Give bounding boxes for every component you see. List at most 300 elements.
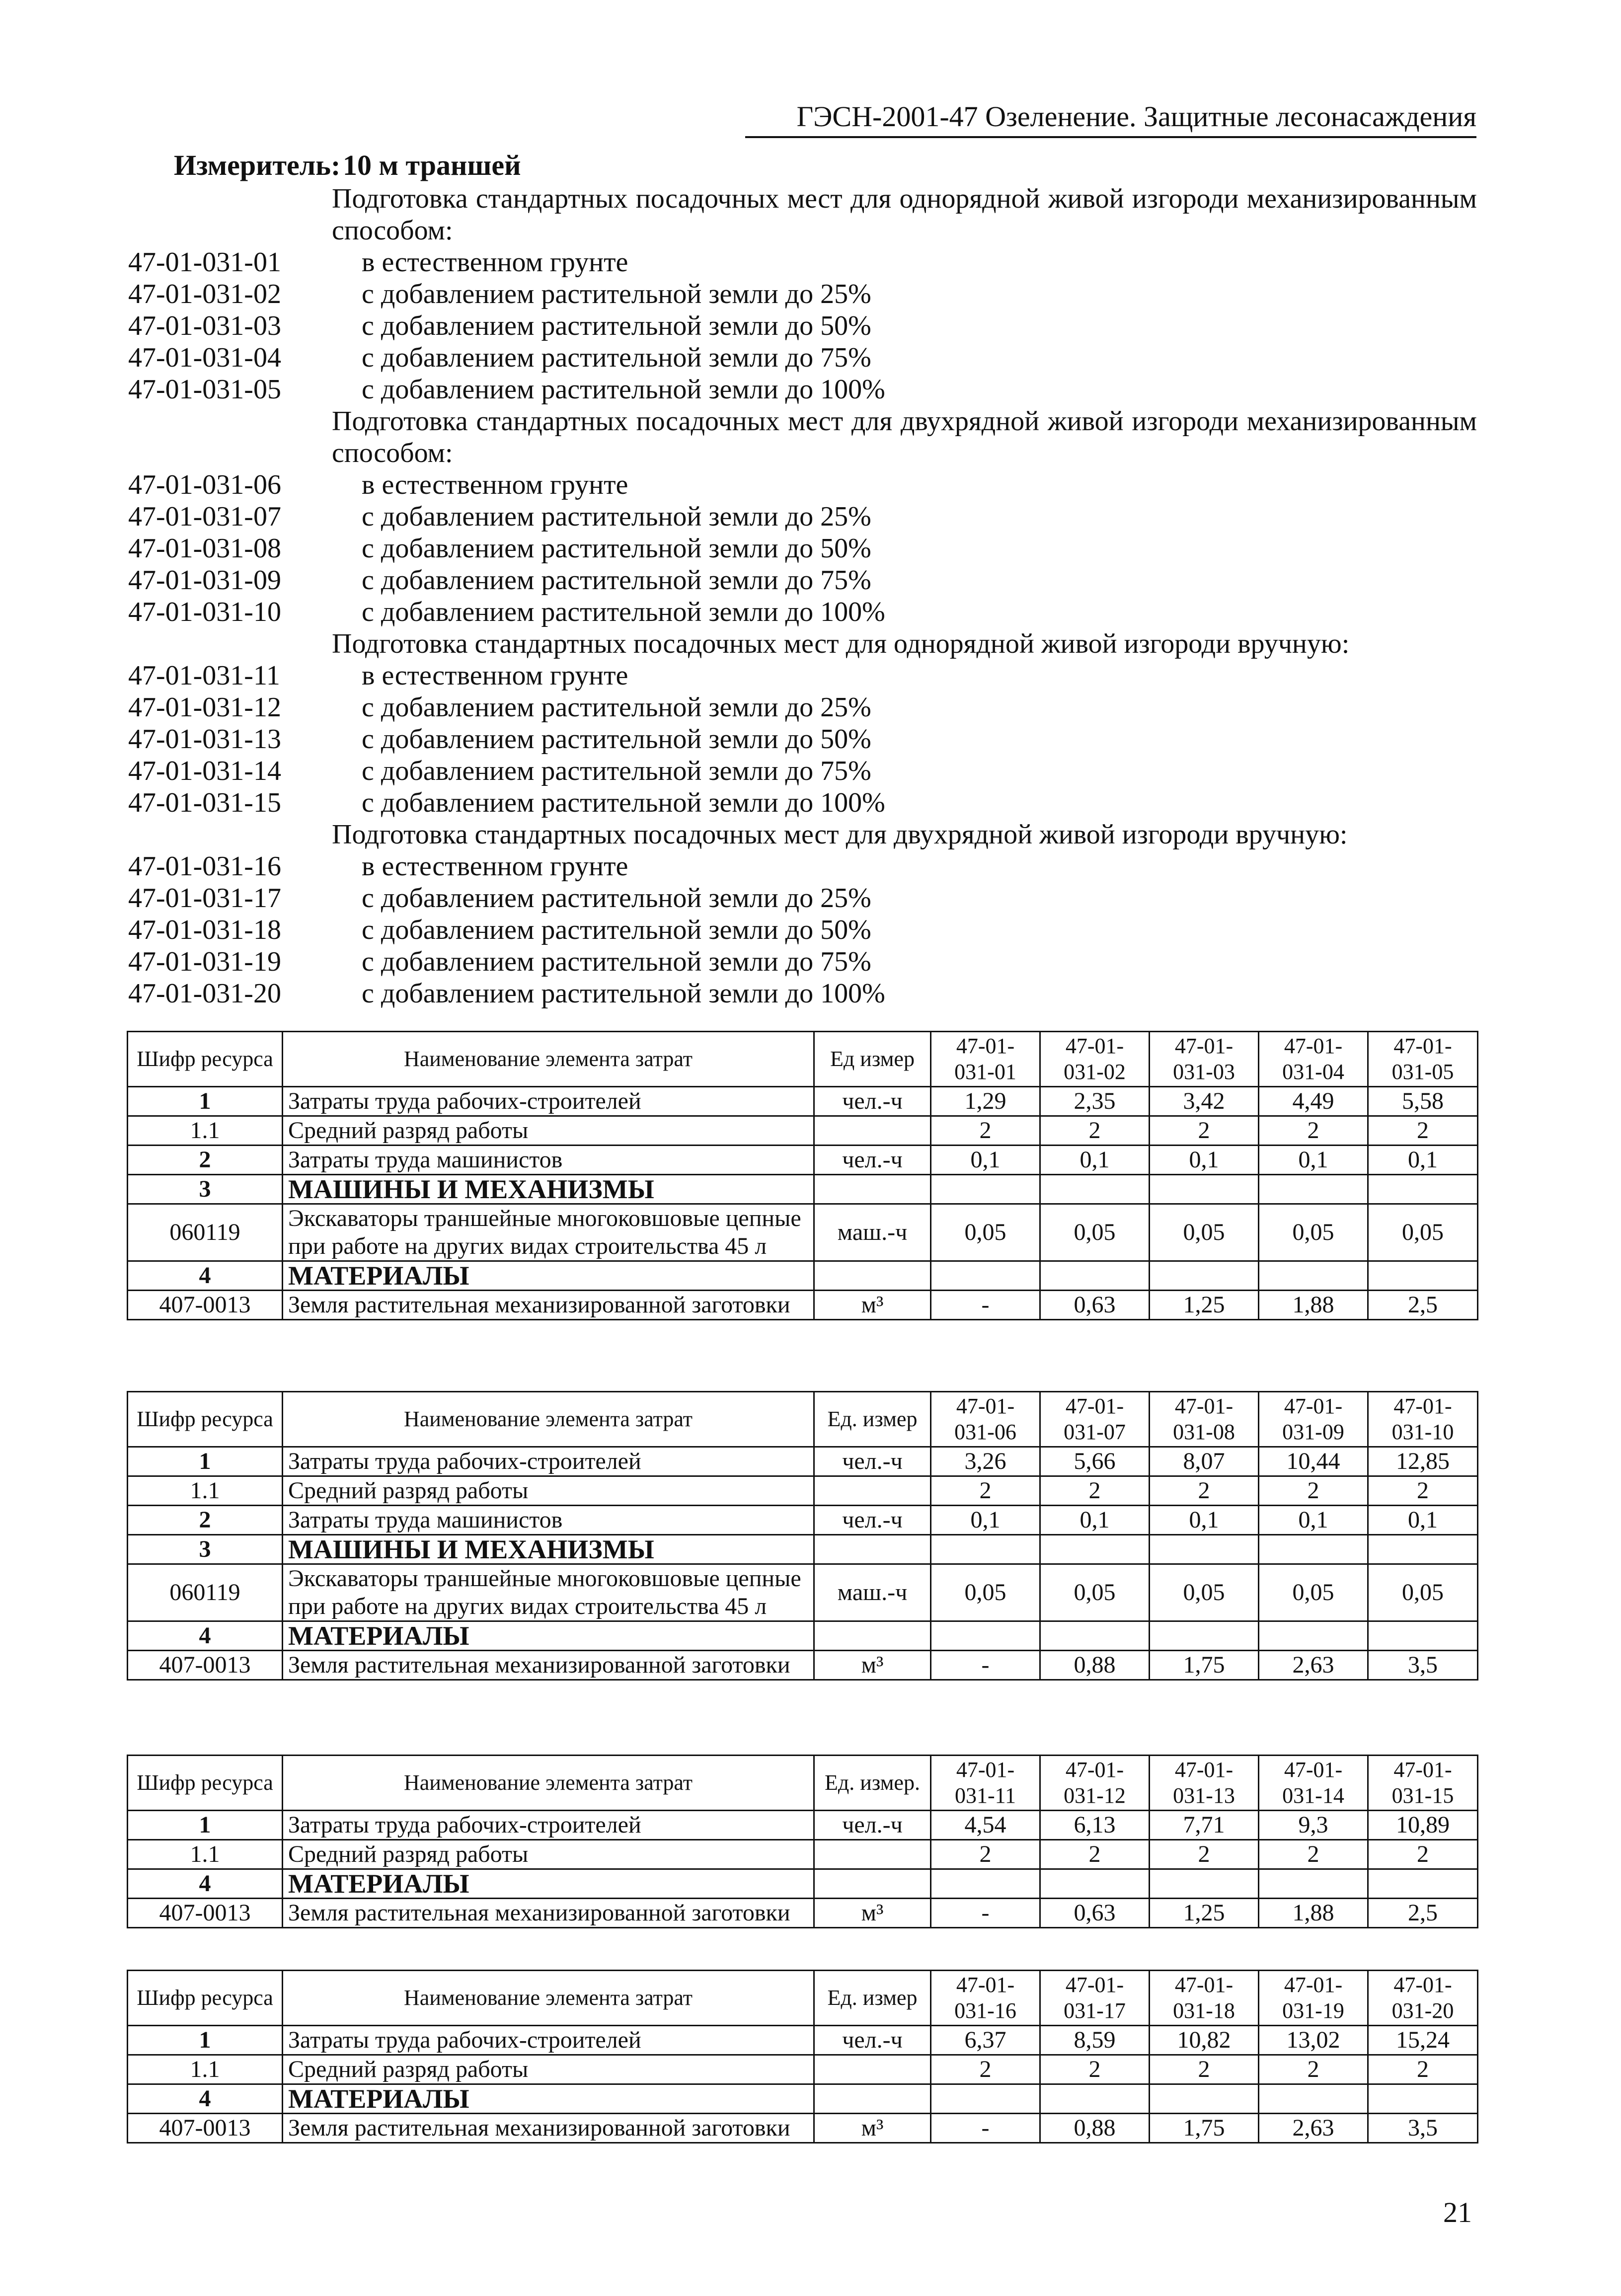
resource-code: 1.1 xyxy=(128,1476,283,1506)
work-code-row xyxy=(128,278,1477,310)
work-code: 47-01-031-18 xyxy=(128,915,281,945)
unit-cell: м³ xyxy=(814,2114,931,2143)
work-code: 47-01-031-03 xyxy=(128,310,281,341)
norm-value: 2 xyxy=(1150,1840,1259,1869)
work-description: с добавлением растительной земли до 100% xyxy=(362,787,885,818)
unit-cell: чел.-ч xyxy=(814,1146,931,1175)
norm-value: 2 xyxy=(1150,1116,1259,1146)
norm-value: 0,1 xyxy=(1150,1506,1259,1535)
group-heading: Подготовка стандартных посадочных мест для однорядной живой изгороди механизированным способом: xyxy=(332,183,1477,246)
work-code: 47-01-031-12 xyxy=(128,692,281,723)
work-code-row xyxy=(128,850,1477,882)
resource-code: 1.1 xyxy=(128,2055,283,2084)
empty-cell xyxy=(931,2084,1040,2114)
norm-value: 3,5 xyxy=(1368,1651,1478,1680)
column-header-norm xyxy=(1040,1756,1150,1811)
norm-code-part: 031-09 xyxy=(1282,1420,1344,1444)
cost-element-name: Затраты труда рабочих-строителей xyxy=(283,2026,814,2055)
norm-value: 2 xyxy=(931,1116,1040,1146)
norm-code-part: 47-01- xyxy=(1065,1394,1124,1418)
column-header-norm xyxy=(1150,1392,1259,1447)
column-header-unit: Ед. измер. xyxy=(814,1756,931,1811)
work-code: 47-01-031-01 xyxy=(128,247,281,278)
cost-element-name: Экскаваторы траншейные многоковшовые цепные при работе на других видах строительства 45 л xyxy=(283,1204,814,1261)
cost-element-name: Земля растительная механизированной заготовки xyxy=(283,1899,814,1928)
norm-code-part: 47-01- xyxy=(1284,1758,1343,1782)
norm-value: 6,13 xyxy=(1040,1811,1150,1840)
section-title: МАТЕРИАЛЫ xyxy=(283,1261,814,1291)
resource-table xyxy=(127,1755,1478,1928)
empty-cell xyxy=(814,1175,931,1204)
work-code: 47-01-031-14 xyxy=(128,756,281,786)
unit-cell: чел.-ч xyxy=(814,1506,931,1535)
norm-code-part: 47-01- xyxy=(1393,1394,1452,1418)
resource-code: 407-0013 xyxy=(128,1291,283,1320)
table-row xyxy=(128,1476,1478,1506)
section-row xyxy=(128,1869,1478,1899)
empty-cell xyxy=(1368,1535,1478,1564)
resource-code: 3 xyxy=(128,1535,283,1564)
column-header-unit: Ед измер xyxy=(814,1032,931,1087)
norm-value: 2 xyxy=(1040,2055,1150,2084)
work-code: 47-01-031-09 xyxy=(128,565,281,596)
empty-cell xyxy=(1368,2084,1478,2114)
work-description: в естественном грунте xyxy=(362,247,628,278)
cost-element-name: Средний разряд работы xyxy=(283,2055,814,2084)
column-header-code: Шифр ресурса xyxy=(128,1032,283,1087)
cost-element-name: Средний разряд работы xyxy=(283,1840,814,1869)
empty-cell xyxy=(1040,1261,1150,1291)
work-description: с добавлением растительной земли до 75% xyxy=(362,565,871,596)
work-code-row xyxy=(128,660,1477,691)
column-header-code: Шифр ресурса xyxy=(128,1971,283,2026)
norm-code-part: 031-08 xyxy=(1173,1420,1235,1444)
norm-value: 2 xyxy=(931,1476,1040,1506)
work-description: с добавлением растительной земли до 100% xyxy=(362,374,885,405)
norm-value: 0,1 xyxy=(1040,1506,1150,1535)
empty-cell xyxy=(1150,1175,1259,1204)
work-description: с добавлением растительной земли до 75% xyxy=(362,756,871,786)
section-row xyxy=(128,1261,1478,1291)
work-code: 47-01-031-07 xyxy=(128,501,281,532)
column-header-name: Наименование элемента затрат xyxy=(283,1971,814,2026)
empty-cell xyxy=(1259,1261,1368,1291)
norm-value: 0,1 xyxy=(1150,1146,1259,1175)
group-heading: Подготовка стандартных посадочных мест для двухрядной живой изгороди механизированным способом: xyxy=(332,406,1477,468)
section-title: МАШИНЫ И МЕХАНИЗМЫ xyxy=(283,1535,814,1564)
norm-code-part: 47-01- xyxy=(1065,1758,1124,1782)
norm-value: 3,26 xyxy=(931,1447,1040,1476)
cost-element-name: Средний разряд работы xyxy=(283,1476,814,1506)
norm-code-part: 031-18 xyxy=(1173,1998,1235,2023)
work-description: с добавлением растительной земли до 25% xyxy=(362,279,871,309)
norm-value: 8,59 xyxy=(1040,2026,1150,2055)
norm-value: 9,3 xyxy=(1259,1811,1368,1840)
empty-cell xyxy=(814,1261,931,1291)
norm-code-part: 031-03 xyxy=(1173,1060,1235,1084)
column-header-norm xyxy=(1368,1756,1478,1811)
work-description: с добавлением растительной земли до 50% xyxy=(362,310,871,341)
work-code-row xyxy=(128,755,1477,787)
norm-value: 0,05 xyxy=(1150,1204,1259,1261)
norm-value: 2 xyxy=(1040,1840,1150,1869)
table-row xyxy=(128,2026,1478,2055)
empty-cell xyxy=(1150,2084,1259,2114)
empty-cell xyxy=(931,1621,1040,1651)
cost-element-name: Земля растительная механизированной заготовки xyxy=(283,2114,814,2143)
empty-cell xyxy=(814,1869,931,1899)
work-code: 47-01-031-19 xyxy=(128,946,281,977)
norm-value: 2 xyxy=(1368,2055,1478,2084)
table-row xyxy=(128,1564,1478,1621)
norm-code-part: 47-01- xyxy=(1065,1034,1124,1058)
norm-value: 2 xyxy=(1259,1116,1368,1146)
work-code: 47-01-031-08 xyxy=(128,533,281,564)
column-header-norm xyxy=(1368,1032,1478,1087)
resource-code: 1.1 xyxy=(128,1116,283,1146)
column-header-name: Наименование элемента затрат xyxy=(283,1756,814,1811)
work-description: с добавлением растительной земли до 50% xyxy=(362,915,871,945)
section-row xyxy=(128,2084,1478,2114)
norm-code-part: 031-07 xyxy=(1064,1420,1126,1444)
norm-value: 15,24 xyxy=(1368,2026,1478,2055)
norm-value: - xyxy=(931,1291,1040,1320)
norm-value: 0,05 xyxy=(1040,1204,1150,1261)
empty-cell xyxy=(1040,1535,1150,1564)
norm-value: 0,63 xyxy=(1040,1899,1150,1928)
norm-code-part: 031-01 xyxy=(954,1060,1016,1084)
empty-cell xyxy=(814,1535,931,1564)
unit-cell: чел.-ч xyxy=(814,1811,931,1840)
norm-value: 2,63 xyxy=(1259,2114,1368,2143)
resource-code: 4 xyxy=(128,1261,283,1291)
norm-value: 0,05 xyxy=(1259,1204,1368,1261)
norm-code-part: 47-01- xyxy=(956,1758,1015,1782)
norm-code-part: 031-11 xyxy=(954,1783,1016,1808)
norm-code-part: 031-12 xyxy=(1064,1783,1126,1808)
norm-value: 0,05 xyxy=(931,1564,1040,1621)
resource-code: 407-0013 xyxy=(128,1899,283,1928)
cost-element-name: Земля растительная механизированной заготовки xyxy=(283,1651,814,1680)
column-header-norm xyxy=(931,1756,1040,1811)
norm-code-part: 47-01- xyxy=(1174,1758,1234,1782)
section-row xyxy=(128,1535,1478,1564)
norm-value: - xyxy=(931,1899,1040,1928)
norm-value: 0,05 xyxy=(1259,1564,1368,1621)
work-description: с добавлением растительной земли до 25% xyxy=(362,883,871,914)
norm-code-part: 031-14 xyxy=(1282,1783,1344,1808)
table-header-row xyxy=(128,1971,1478,2026)
norm-code-part: 031-06 xyxy=(954,1420,1016,1444)
table-row xyxy=(128,1447,1478,1476)
norm-code-part: 47-01- xyxy=(1284,1394,1343,1418)
work-description: с добавлением растительной земли до 25% xyxy=(362,501,871,532)
norm-value: 0,1 xyxy=(1259,1146,1368,1175)
column-header-norm xyxy=(1040,1032,1150,1087)
norm-value: 3,5 xyxy=(1368,2114,1478,2143)
table-row xyxy=(128,1291,1478,1320)
column-header-norm xyxy=(931,1032,1040,1087)
norm-value: 2,5 xyxy=(1368,1291,1478,1320)
section-row xyxy=(128,1621,1478,1651)
table-row xyxy=(128,1840,1478,1869)
resource-code: 4 xyxy=(128,1621,283,1651)
empty-cell xyxy=(1150,1869,1259,1899)
norm-value: 5,58 xyxy=(1368,1087,1478,1116)
column-header-norm xyxy=(1150,1032,1259,1087)
unit-cell xyxy=(814,1116,931,1146)
column-header-norm xyxy=(1040,1971,1150,2026)
empty-cell xyxy=(1040,1175,1150,1204)
resource-code: 4 xyxy=(128,2084,283,2114)
norm-value: 0,05 xyxy=(931,1204,1040,1261)
resource-table xyxy=(127,1031,1478,1320)
norm-value: 10,89 xyxy=(1368,1811,1478,1840)
norm-value: 2 xyxy=(1150,1476,1259,1506)
empty-cell xyxy=(1368,1175,1478,1204)
work-code: 47-01-031-04 xyxy=(128,342,281,373)
group-heading: Подготовка стандартных посадочных мест для однорядной живой изгороди вручную: xyxy=(332,628,1350,659)
norm-value: 1,25 xyxy=(1150,1291,1259,1320)
work-code-row xyxy=(128,469,1477,501)
work-description: с добавлением растительной земли до 100% xyxy=(362,978,885,1009)
norm-code-part: 031-17 xyxy=(1064,1998,1126,2023)
norm-value: 2 xyxy=(1368,1116,1478,1146)
work-code-row xyxy=(128,246,1477,278)
norm-code-part: 47-01- xyxy=(956,1034,1015,1058)
norm-value: 0,1 xyxy=(931,1146,1040,1175)
table-row xyxy=(128,1204,1478,1261)
norm-value: 8,07 xyxy=(1150,1447,1259,1476)
work-description: с добавлением растительной земли до 75% xyxy=(362,342,871,373)
table-row xyxy=(128,1146,1478,1175)
norm-code-part: 47-01- xyxy=(1174,1394,1234,1418)
norm-value: 0,1 xyxy=(1368,1506,1478,1535)
empty-cell xyxy=(931,1175,1040,1204)
resource-table xyxy=(127,1391,1478,1681)
norm-value: 2 xyxy=(1040,1116,1150,1146)
norm-value: 0,63 xyxy=(1040,1291,1150,1320)
work-code: 47-01-031-17 xyxy=(128,883,281,914)
column-header-norm xyxy=(1368,1392,1478,1447)
empty-cell xyxy=(1259,2084,1368,2114)
work-description: с добавлением растительной земли до 75% xyxy=(362,946,871,977)
column-header-unit: Ед. измер xyxy=(814,1971,931,2026)
empty-cell xyxy=(1368,1869,1478,1899)
norm-value: 2 xyxy=(1259,1476,1368,1506)
work-code-row xyxy=(128,723,1477,755)
resource-code: 1.1 xyxy=(128,1840,283,1869)
cost-element-name: Затраты труда рабочих-строителей xyxy=(283,1087,814,1116)
unit-cell: маш.-ч xyxy=(814,1564,931,1621)
resource-code: 4 xyxy=(128,1869,283,1899)
empty-cell xyxy=(931,1535,1040,1564)
cost-element-name: Затраты труда рабочих-строителей xyxy=(283,1811,814,1840)
norm-value: 0,1 xyxy=(1040,1146,1150,1175)
empty-cell xyxy=(1259,1621,1368,1651)
work-code-row xyxy=(128,533,1477,564)
work-code-row xyxy=(128,882,1477,914)
work-code: 47-01-031-06 xyxy=(128,469,281,500)
norm-value: 4,54 xyxy=(931,1811,1040,1840)
work-code-row xyxy=(128,978,1477,1009)
norm-value: 1,88 xyxy=(1259,1899,1368,1928)
measure-value: 10 м траншей xyxy=(343,149,521,181)
empty-cell xyxy=(1150,1261,1259,1291)
norm-value: 7,71 xyxy=(1150,1811,1259,1840)
column-header-norm xyxy=(1368,1971,1478,2026)
resource-code: 407-0013 xyxy=(128,2114,283,2143)
work-code-row xyxy=(128,374,1477,405)
resource-code: 1 xyxy=(128,1087,283,1116)
table-row xyxy=(128,1899,1478,1928)
empty-cell xyxy=(1368,1261,1478,1291)
norm-code-part: 031-10 xyxy=(1391,1420,1454,1444)
running-header: ГЭСН-2001-47 Озеленение. Защитные лесонасаждения xyxy=(745,99,1476,138)
norm-value: 1,88 xyxy=(1259,1291,1368,1320)
work-code: 47-01-031-16 xyxy=(128,851,281,882)
unit-cell xyxy=(814,2055,931,2084)
cost-element-name: Затраты труда машинистов xyxy=(283,1146,814,1175)
section-title: МАТЕРИАЛЫ xyxy=(283,1869,814,1899)
work-code: 47-01-031-11 xyxy=(128,660,280,691)
norm-value: 3,42 xyxy=(1150,1087,1259,1116)
norm-code-part: 47-01- xyxy=(1174,1034,1234,1058)
norm-value: 13,02 xyxy=(1259,2026,1368,2055)
column-header-norm xyxy=(1259,1032,1368,1087)
work-code-row xyxy=(128,342,1477,374)
norm-code-part: 47-01- xyxy=(1393,1034,1452,1058)
resource-code: 060119 xyxy=(128,1564,283,1621)
work-description: в естественном грунте xyxy=(362,851,628,882)
section-row xyxy=(128,1175,1478,1204)
norm-value: 0,05 xyxy=(1368,1564,1478,1621)
empty-cell xyxy=(931,1261,1040,1291)
norm-value: 2,63 xyxy=(1259,1651,1368,1680)
section-title: МАТЕРИАЛЫ xyxy=(283,2084,814,2114)
work-code: 47-01-031-20 xyxy=(128,978,281,1009)
norm-value: 0,88 xyxy=(1040,1651,1150,1680)
norm-value: 2 xyxy=(1368,1476,1478,1506)
column-header-name: Наименование элемента затрат xyxy=(283,1032,814,1087)
cost-element-name: Затраты труда рабочих-строителей xyxy=(283,1447,814,1476)
work-code: 47-01-031-15 xyxy=(128,787,281,818)
empty-cell xyxy=(814,1621,931,1651)
empty-cell xyxy=(1259,1175,1368,1204)
table-row xyxy=(128,2114,1478,2143)
norm-value: 4,49 xyxy=(1259,1087,1368,1116)
table-row xyxy=(128,1651,1478,1680)
resource-code: 2 xyxy=(128,1506,283,1535)
norm-code-part: 031-15 xyxy=(1391,1783,1454,1808)
cost-element-name: Экскаваторы траншейные многоковшовые цепные при работе на других видах строительства 45 л xyxy=(283,1564,814,1621)
table-row xyxy=(128,1811,1478,1840)
table-header-row xyxy=(128,1032,1478,1087)
column-header-name: Наименование элемента затрат xyxy=(283,1392,814,1447)
work-description: в естественном грунте xyxy=(362,469,628,500)
work-description: с добавлением растительной земли до 100% xyxy=(362,597,885,627)
table-header-row xyxy=(128,1392,1478,1447)
table-row xyxy=(128,2055,1478,2084)
norm-code-part: 031-04 xyxy=(1282,1060,1344,1084)
norm-code-part: 031-20 xyxy=(1391,1998,1454,2023)
work-code: 47-01-031-13 xyxy=(128,724,281,755)
norm-code-part: 47-01- xyxy=(1284,1973,1343,1997)
norm-code-part: 47-01- xyxy=(1284,1034,1343,1058)
work-code-row xyxy=(128,596,1477,628)
norm-value: 2 xyxy=(1259,2055,1368,2084)
norm-value: 0,05 xyxy=(1150,1564,1259,1621)
section-title: МАТЕРИАЛЫ xyxy=(283,1621,814,1651)
unit-cell: м³ xyxy=(814,1291,931,1320)
empty-cell xyxy=(1040,2084,1150,2114)
work-code: 47-01-031-10 xyxy=(128,597,281,627)
work-code-row xyxy=(128,310,1477,342)
column-header-norm xyxy=(931,1971,1040,2026)
unit-cell: чел.-ч xyxy=(814,2026,931,2055)
empty-cell xyxy=(814,2084,931,2114)
unit-cell: чел.-ч xyxy=(814,1447,931,1476)
table-row xyxy=(128,1116,1478,1146)
column-header-norm xyxy=(1259,1392,1368,1447)
unit-cell: м³ xyxy=(814,1651,931,1680)
empty-cell xyxy=(1150,1535,1259,1564)
norm-value: 0,1 xyxy=(931,1506,1040,1535)
norm-code-part: 031-13 xyxy=(1173,1783,1235,1808)
cost-element-name: Затраты труда машинистов xyxy=(283,1506,814,1535)
work-description: с добавлением растительной земли до 25% xyxy=(362,692,871,723)
norm-value: 10,82 xyxy=(1150,2026,1259,2055)
work-code-row xyxy=(128,564,1477,596)
norm-code-part: 031-16 xyxy=(954,1998,1016,2023)
column-header-code: Шифр ресурса xyxy=(128,1392,283,1447)
column-header-code: Шифр ресурса xyxy=(128,1756,283,1811)
norm-value: 2 xyxy=(1150,2055,1259,2084)
norm-value: 2 xyxy=(931,2055,1040,2084)
empty-cell xyxy=(1259,1535,1368,1564)
column-header-norm xyxy=(1259,1971,1368,2026)
empty-cell xyxy=(1040,1621,1150,1651)
norm-code-part: 47-01- xyxy=(1174,1973,1234,1997)
work-code-row xyxy=(128,914,1477,946)
norm-value: 2 xyxy=(1259,1840,1368,1869)
norm-code-part: 47-01- xyxy=(1393,1758,1452,1782)
work-code: 47-01-031-02 xyxy=(128,279,281,309)
unit-cell: чел.-ч xyxy=(814,1087,931,1116)
resource-code: 1 xyxy=(128,2026,283,2055)
empty-cell xyxy=(931,1869,1040,1899)
norm-value: 1,75 xyxy=(1150,1651,1259,1680)
column-header-norm xyxy=(1040,1392,1150,1447)
norm-code-part: 47-01- xyxy=(956,1394,1015,1418)
column-header-norm xyxy=(931,1392,1040,1447)
norm-value: 1,25 xyxy=(1150,1899,1259,1928)
norm-code-part: 031-19 xyxy=(1282,1998,1344,2023)
norm-value: 0,1 xyxy=(1368,1146,1478,1175)
norm-value: 12,85 xyxy=(1368,1447,1478,1476)
empty-cell xyxy=(1040,1869,1150,1899)
column-header-unit: Ед. измер xyxy=(814,1392,931,1447)
group-heading: Подготовка стандартных посадочных мест для двухрядной живой изгороди вручную: xyxy=(332,819,1348,850)
norm-value: 0,05 xyxy=(1040,1564,1150,1621)
measure-line xyxy=(174,149,521,182)
work-codes-list xyxy=(128,183,1477,1009)
resource-code: 1 xyxy=(128,1811,283,1840)
resource-code: 060119 xyxy=(128,1204,283,1261)
norm-value: 2,5 xyxy=(1368,1899,1478,1928)
resource-table xyxy=(127,1970,1478,2143)
resource-code: 2 xyxy=(128,1146,283,1175)
